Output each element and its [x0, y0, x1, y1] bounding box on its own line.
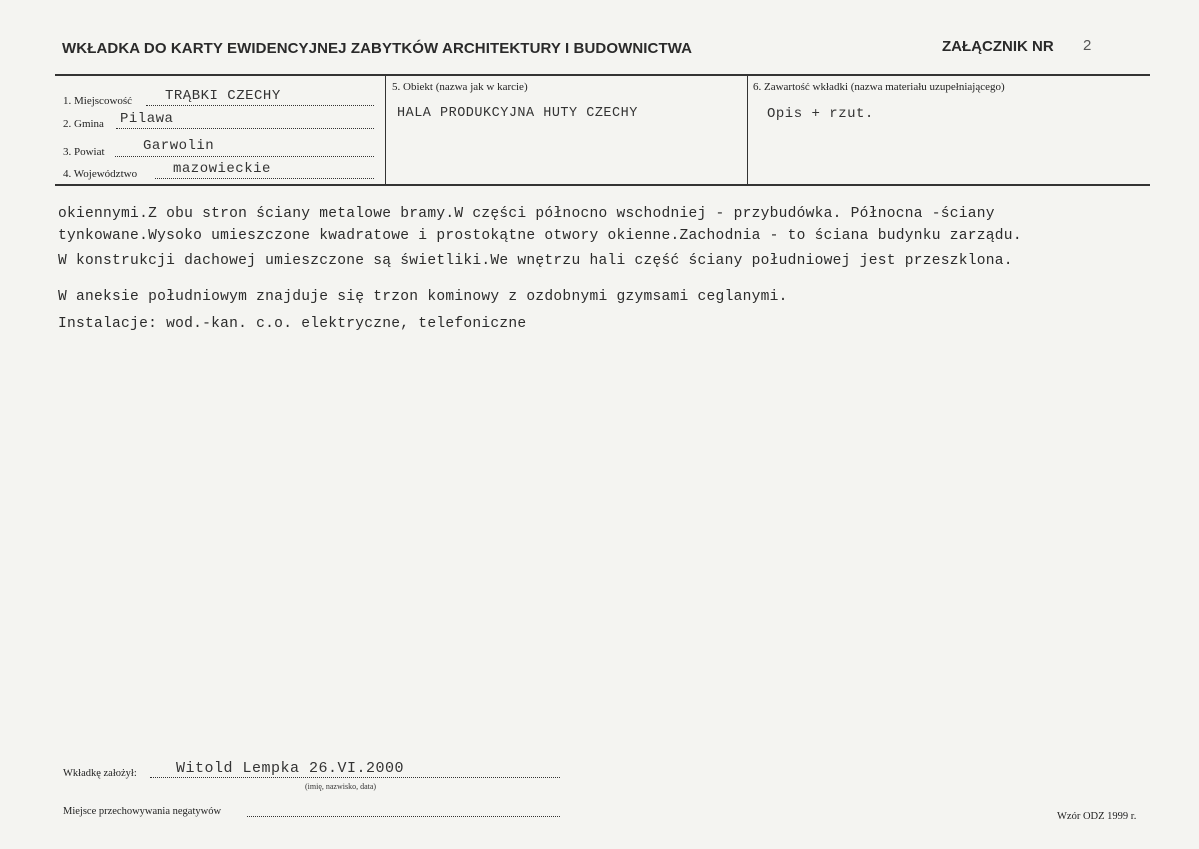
- description-line: Instalacje: wod.-kan. c.o. elektryczne, telefoniczne: [58, 316, 527, 332]
- gmina-label: 2. Gmina: [63, 118, 104, 130]
- description-line: tynkowane.Wysoko umieszczone kwadratowe i prostokątne otwory okienne.Zachodnia - to ściana budynku zarządu.: [58, 228, 1022, 244]
- description-line: W aneksie południowym znajduje się trzon kominowy z ozdobnymi gzymsami ceglanymi.: [58, 289, 788, 305]
- founded-value: Witold Lempka 26.VI.2000: [176, 760, 405, 777]
- contents-value: Opis + rzut.: [767, 106, 874, 122]
- column-divider-2: [747, 76, 748, 185]
- founded-hint: (imię, nazwisko, data): [305, 782, 377, 791]
- annex-number: 2: [1083, 37, 1092, 54]
- gmina-value: Pilawa: [120, 111, 174, 127]
- negatives-label: Miejsce przechowywania negatywów: [63, 806, 222, 817]
- description-line: okiennymi.Z obu stron ściany metalowe bramy.W części północno wschodniej - przybudówka. Północna -ściany: [58, 206, 995, 222]
- negatives-dotted-line: [247, 815, 560, 817]
- top-divider: [55, 74, 1150, 76]
- annex-label: ZAŁĄCZNIK NR: [942, 38, 1054, 55]
- header-bottom-divider: [55, 184, 1150, 186]
- miejscowosc-dotted-line: [146, 104, 374, 106]
- contents-label: 6. Zawartość wkładki (nazwa materiału uzupełniającego): [753, 81, 1005, 93]
- form-title: WKŁADKA DO KARTY EWIDENCYJNEJ ZABYTKÓW ARCHITEKTURY I BUDOWNICTWA: [62, 40, 693, 57]
- column-divider-1: [385, 76, 386, 185]
- miejscowosc-value: TRĄBKI CZECHY: [165, 88, 281, 104]
- object-value: HALA PRODUKCYJNA HUTY CZECHY: [397, 106, 638, 121]
- form-version: Wzór ODZ 1999 r.: [1057, 811, 1137, 822]
- miejscowosc-label: 1. Miejscowość: [63, 95, 133, 107]
- founded-label: Wkładkę założył:: [63, 768, 137, 779]
- gmina-dotted-line: [116, 127, 374, 129]
- powiat-dotted-line: [115, 155, 374, 157]
- wojewodztwo-value: mazowieckie: [173, 161, 271, 177]
- powiat-value: Garwolin: [143, 138, 215, 154]
- description-line: W konstrukcji dachowej umieszczone są świetliki.We wnętrzu hali część ściany południowej jest przeszklona.: [58, 253, 1013, 269]
- powiat-label: 3. Powiat: [63, 146, 105, 158]
- object-label: 5. Obiekt (nazwa jak w karcie): [392, 81, 528, 93]
- wojewodztwo-label: 4. Województwo: [63, 168, 138, 180]
- wojewodztwo-dotted-line: [155, 177, 374, 179]
